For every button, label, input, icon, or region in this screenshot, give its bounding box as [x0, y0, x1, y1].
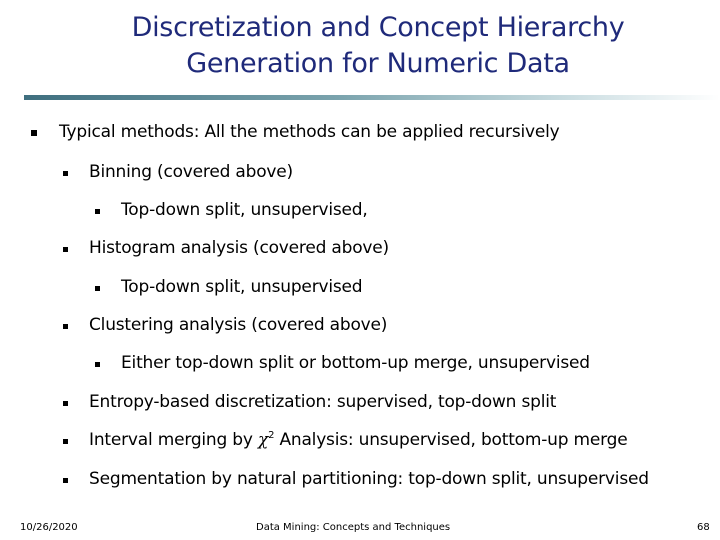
- slide-title: [60, 10, 696, 82]
- bullet-interval-merging: [89, 429, 628, 451]
- bullet-square-icon: [63, 401, 68, 406]
- bullet-square-icon: [95, 286, 100, 291]
- chi-symbol: χ: [257, 430, 269, 450]
- slide-title-line-2: Generation for Numeric Data: [186, 48, 570, 79]
- bullet-main: Typical methods: All the methods can be applied recursively: [59, 122, 560, 142]
- interval-prefix: Interval merging by: [89, 430, 258, 450]
- title-divider: [24, 95, 720, 100]
- footer-page-number: 68: [697, 522, 710, 533]
- footer-date: 10/26/2020: [20, 522, 78, 533]
- bullet-segmentation: Segmentation by natural partitioning: top-down split, unsupervised: [89, 469, 649, 489]
- bullet-binning: Binning (covered above): [89, 162, 293, 182]
- bullet-square-icon: [63, 324, 68, 329]
- bullet-square-icon: [63, 247, 68, 252]
- bullet-square-icon: [63, 439, 68, 444]
- bullet-square-icon: [63, 171, 68, 176]
- bullet-square-icon: [95, 362, 100, 367]
- bullet-square-icon: [95, 209, 100, 214]
- bullet-clustering: Clustering analysis (covered above): [89, 315, 388, 335]
- bullet-histogram-sub: Top-down split, unsupervised: [121, 277, 363, 297]
- bullet-entropy: Entropy-based discretization: supervised, top-down split: [89, 392, 557, 412]
- slide-title-line-1: Discretization and Concept Hierarchy: [131, 12, 625, 43]
- chi-exponent: 2: [268, 430, 275, 441]
- bullet-histogram: Histogram analysis (covered above): [89, 238, 389, 258]
- footer-title: Data Mining: Concepts and Techniques: [256, 522, 451, 533]
- interval-suffix: Analysis: unsupervised, bottom-up merge: [274, 430, 628, 450]
- bullet-clustering-sub: Either top-down split or bottom-up merge, unsupervised: [121, 353, 590, 373]
- bullet-square-icon: [63, 478, 68, 483]
- bullet-square-icon: [31, 130, 37, 136]
- bullet-binning-sub: Top-down split, unsupervised,: [121, 200, 368, 220]
